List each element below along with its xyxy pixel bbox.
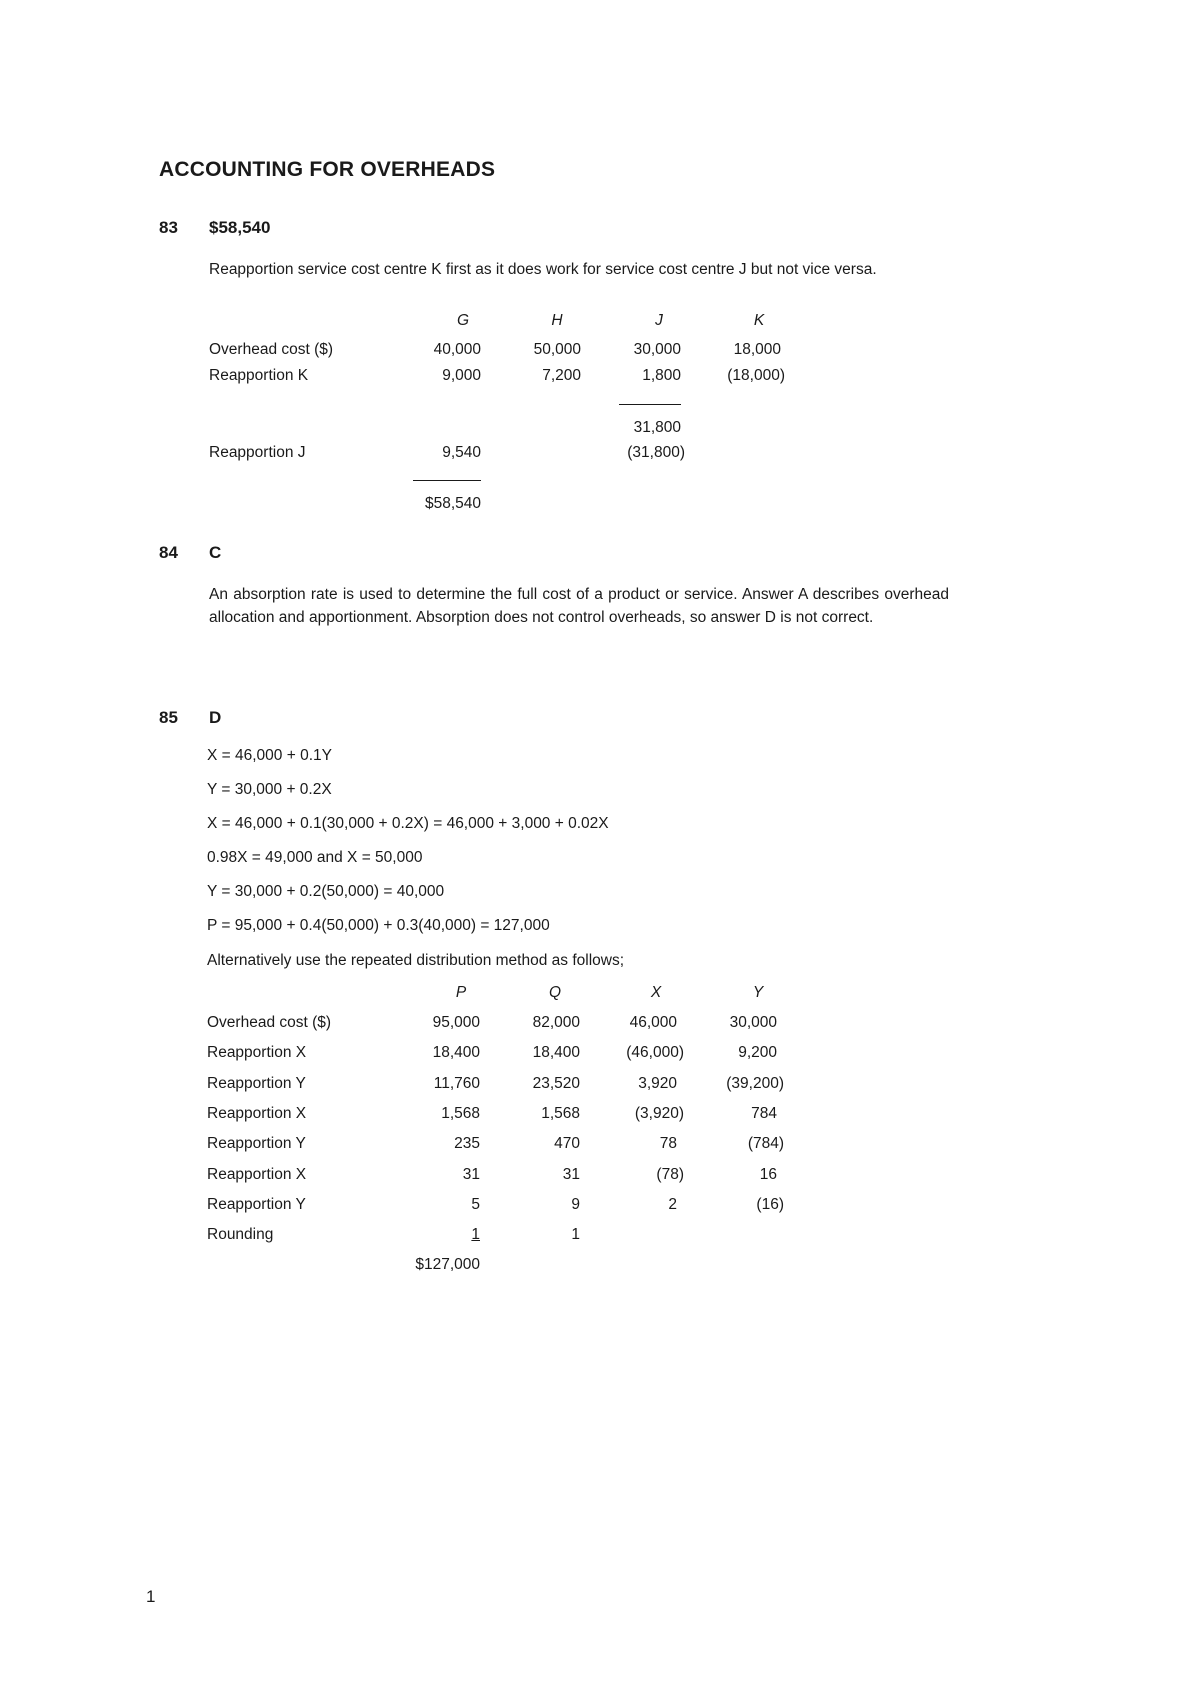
q85-cell: (78) (656, 1166, 684, 1183)
q85-row-label: Reapportion X (207, 1105, 307, 1122)
q85-cell: 18,400 (432, 1044, 480, 1061)
q85-row-label: Reapportion Y (207, 1196, 306, 1213)
q85-cell: 9 (571, 1196, 580, 1213)
q85-col-header-y: Y (752, 984, 764, 1001)
q85-cell: 1 (571, 1226, 580, 1243)
q85-cell: 5 (471, 1196, 480, 1213)
q85-row-label: Reapportion Y (207, 1135, 306, 1152)
q83-cell: 30,000 (633, 341, 681, 358)
equation: Y = 30,000 + 0.2X (207, 781, 332, 798)
q83-col-header-k: K (753, 312, 765, 329)
q85-cell: 46,000 (629, 1014, 677, 1031)
question-answer-85: D (209, 708, 222, 727)
q83-row-label: Reapportion J (209, 444, 306, 461)
q85-col-header-x: X (650, 984, 662, 1001)
equation: 0.98X = 49,000 and X = 50,000 (207, 849, 423, 866)
q85-row-label: Overhead cost ($) (207, 1014, 332, 1031)
question-number-84: 84 (159, 543, 178, 562)
q85-cell: 1,568 (441, 1105, 480, 1122)
q85-cell: 78 (659, 1135, 677, 1152)
q85-cell: 1 (471, 1226, 480, 1243)
q85-cell: 11,760 (433, 1075, 480, 1092)
q85-cell: 30,000 (729, 1014, 777, 1031)
q85-cell: 9,200 (738, 1044, 777, 1061)
question-number-83: 83 (159, 218, 178, 237)
q83-cell: 9,000 (442, 367, 481, 384)
q85-cell: (3,920) (634, 1105, 684, 1122)
q85-cell: 235 (454, 1135, 480, 1152)
q83-col-header-g: G (456, 312, 470, 329)
q85-col-header-q: Q (548, 984, 562, 1001)
q83-col-header-h: H (551, 312, 563, 329)
q85-cell: 31 (462, 1166, 480, 1183)
page-heading: ACCOUNTING FOR OVERHEADS (159, 158, 496, 181)
question-answer-84: C (209, 543, 222, 562)
q83-cell: 18,000 (733, 341, 781, 358)
q85-cell: 3,920 (638, 1075, 677, 1092)
q83-cell: 50,000 (533, 341, 581, 358)
q85-col-header-p: P (455, 984, 467, 1001)
q84-explanation: An absorption rate is used to determine the full cost of a product or service. Answer A describes overhead allocation and apportionment. Absorption does not control overheads, so answer D is not correct. (209, 586, 949, 626)
equation: X = 46,000 + 0.1(30,000 + 0.2X) = 46,000 + 3,000 + 0.02X (207, 815, 609, 832)
q85-cell: 18,400 (532, 1044, 580, 1061)
q85-cell: 470 (554, 1135, 580, 1152)
q85-row-label: Reapportion X (207, 1166, 307, 1183)
q85-cell: 16 (759, 1166, 777, 1183)
q85-cell: (784) (747, 1135, 784, 1152)
equation: P = 95,000 + 0.4(50,000) + 0.3(40,000) = 127,000 (207, 917, 550, 934)
q85-cell: 23,520 (532, 1075, 580, 1092)
q85-row-label: Rounding (207, 1226, 274, 1243)
subtotal-rule (619, 404, 681, 405)
q83-row-label: Overhead cost ($) (209, 341, 334, 358)
q85-total: $127,000 (415, 1256, 480, 1273)
q83-col-header-j: J (655, 312, 663, 329)
q85-row-label: Reapportion X (207, 1044, 307, 1061)
q83-row-label: Reapportion K (209, 367, 309, 384)
q83-total: $58,540 (424, 495, 481, 512)
q85-cell: 2 (668, 1196, 677, 1213)
q85-cell: 95,000 (432, 1014, 480, 1031)
q85-cell: (39,200) (726, 1075, 784, 1092)
q85-cell: 784 (751, 1105, 777, 1122)
q85-cell: (46,000) (626, 1044, 684, 1061)
alternative-method-text: Alternatively use the repeated distribution method as follows; (207, 952, 625, 969)
q83-cell: 9,540 (442, 444, 481, 461)
page-number: 1 (146, 1587, 156, 1606)
q85-cell: 31 (562, 1166, 580, 1183)
q85-row-label: Reapportion Y (207, 1075, 306, 1092)
q83-cell: 40,000 (433, 341, 481, 358)
q85-cell: (16) (756, 1196, 784, 1213)
q83-cell: (31,800) (627, 444, 685, 461)
q83-cell: 7,200 (542, 367, 581, 384)
q83-explanation: Reapportion service cost centre K first as it does work for service cost centre J but not vice versa. (209, 261, 877, 278)
q83-cell: (18,000) (727, 367, 785, 384)
total-rule (413, 480, 481, 481)
q85-cell: 82,000 (532, 1014, 580, 1031)
q83-cell: 1,800 (642, 367, 681, 384)
question-answer-83: $58,540 (209, 218, 271, 237)
equation: X = 46,000 + 0.1Y (207, 747, 332, 764)
q83-subtotal-j: 31,800 (633, 419, 681, 436)
question-number-85: 85 (159, 708, 178, 727)
equation: Y = 30,000 + 0.2(50,000) = 40,000 (207, 883, 445, 900)
q85-cell: 1,568 (541, 1105, 580, 1122)
